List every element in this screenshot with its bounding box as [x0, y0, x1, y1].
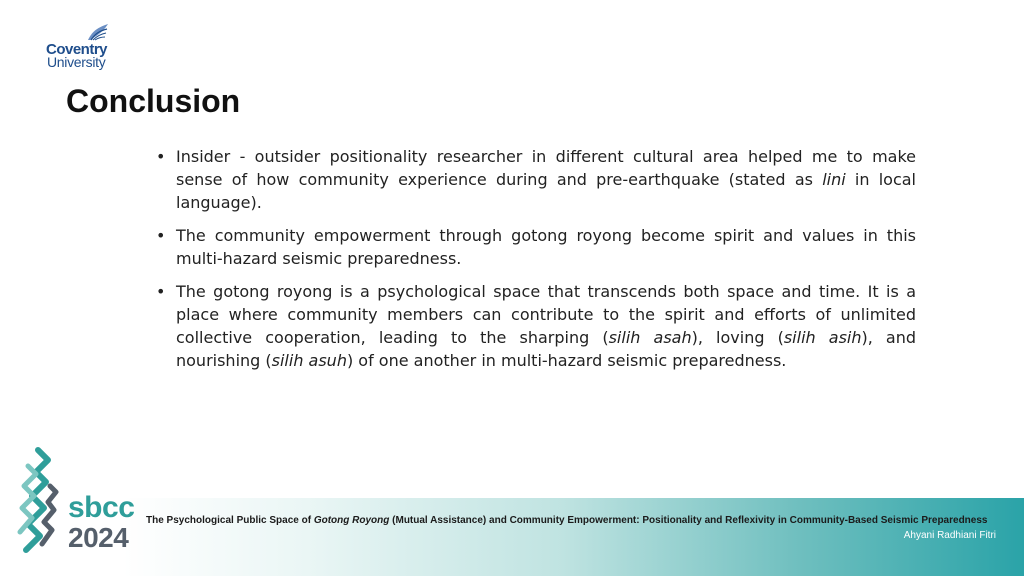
wing-icon	[86, 22, 110, 42]
bullet-text: ), and nourishing (	[176, 328, 917, 370]
slide-title: Conclusion	[66, 83, 241, 119]
bullet-text: The gotong royong is a psychological space that transcends both space and time. It is a place where community members can contribute to the spirit and efforts of unlimited collective cooperation, leading to the sharping (	[176, 282, 916, 347]
bullet-dot-icon: •	[156, 282, 166, 301]
bullet-text: in local language).	[176, 170, 916, 212]
logo-line2: University	[47, 54, 106, 70]
bullet-item-1	[154, 145, 916, 214]
coventry-university-logo	[46, 22, 112, 70]
footer-presentation-title	[146, 515, 987, 526]
bullet-italic: silih asih	[783, 328, 862, 347]
bullet-text: ) of one another in multi-hazard seismic preparedness.	[346, 351, 787, 370]
year-text: 2024	[68, 522, 129, 553]
bullet-item-2	[154, 224, 916, 270]
logo-line1: Coventry	[46, 41, 108, 58]
bullet-italic: silih asah	[608, 328, 692, 347]
bullet-text: Insider - outsider positionality researcher in different cultural area helped me to make sense of how community experience during and pre-earthquake (stated as	[176, 147, 916, 189]
bullet-text: ), loving (	[691, 328, 784, 347]
bullet-italic: lini	[822, 170, 846, 189]
footer-gradient-band	[0, 498, 1024, 576]
bullet-list	[154, 145, 916, 382]
bullet-item-3	[154, 280, 916, 372]
footer-title-suffix: (Mutual Assistance) and Community Empowerment: Positionality and Reflexivity in Community-Based Seismic Preparedness	[389, 515, 988, 526]
sbcc-2024-logo	[14, 446, 144, 556]
footer-author: Ahyani Radhiani Fitri	[903, 530, 996, 541]
bullet-text: The community empowerment through gotong royong become spirit and values in this multi-hazard seismic preparedness.	[176, 226, 916, 268]
footer-title-prefix: The Psychological Public Space of	[146, 515, 314, 526]
footer-title-italic: Gotong Royong	[313, 515, 390, 526]
sbcc-text: sbcc	[68, 491, 135, 524]
bullet-dot-icon: •	[156, 226, 166, 245]
bullet-italic: silih asuh	[271, 351, 347, 370]
bullet-dot-icon: •	[156, 147, 166, 166]
seismic-wave-icon	[14, 446, 64, 556]
